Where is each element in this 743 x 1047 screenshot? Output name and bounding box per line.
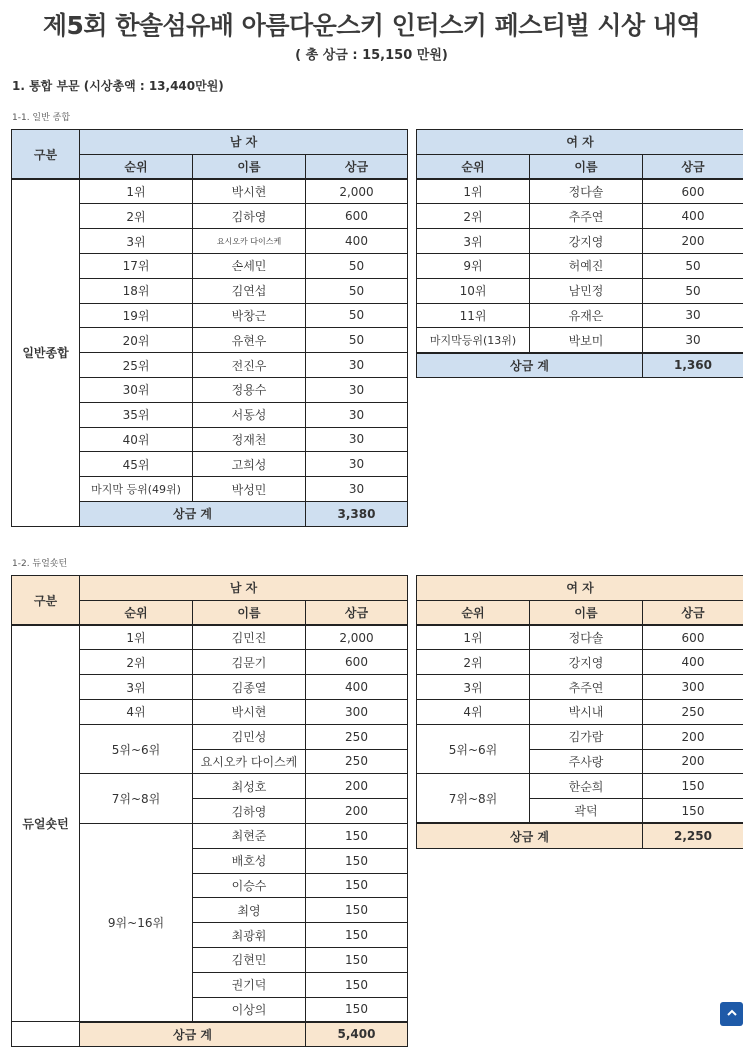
prize-cell: 200 [643,229,743,254]
table-row [417,675,743,700]
total-prize-subtitle: ( 총 상금 : 15,150 만원) [0,44,743,63]
prize-cell: 30 [306,377,408,402]
dual-men-table [11,575,408,1047]
total-value: 5,400 [306,1022,408,1047]
blank-cell [12,1022,80,1047]
dual-subtitle: 1-2. 듀얼숏턴 [12,556,67,569]
rank-cell: 7위~8위 [417,774,530,824]
women-header: 여 자 [417,576,743,601]
name-cell: 강지영 [530,229,643,254]
women-header: 여 자 [417,130,743,155]
prize-cell: 30 [306,402,408,427]
table-row [417,774,743,799]
prize-header: 상금 [643,600,743,625]
rank-cell: 3위 [80,675,193,700]
name-cell: 박시현 [193,179,306,204]
prize-cell: 150 [306,923,408,948]
name-cell: 유재은 [530,303,643,328]
name-cell: 요시오카 다이스케 [193,229,306,254]
rank-cell: 3위 [417,229,530,254]
table-row [417,229,743,254]
page-title: 제5회 한솔섬유배 아름다운스키 인터스키 페스티벌 시상 내역 [0,6,743,42]
table-row [417,303,743,328]
prize-cell: 150 [306,848,408,873]
prize-cell: 600 [643,179,743,204]
prize-cell: 200 [643,749,743,774]
rank-cell: 7위~8위 [80,774,193,824]
table-row [417,724,743,749]
rank-cell: 10위 [417,278,530,303]
total-label: 상금 계 [417,823,643,848]
name-cell: 박보미 [530,328,643,353]
total-value: 3,380 [306,501,408,526]
total-row [417,353,743,378]
table-row [417,625,743,650]
table-row [417,253,743,278]
name-cell: 김하영 [193,799,306,824]
table-row [12,179,408,204]
rank-cell: 17위 [80,253,193,278]
rank-cell: 2위 [417,650,530,675]
name-cell: 요시오카 다이스케 [193,749,306,774]
prize-cell: 600 [306,650,408,675]
rank-cell: 3위 [80,229,193,254]
prize-header: 상금 [643,154,743,179]
general-women-table [416,129,743,378]
prize-cell: 30 [306,477,408,502]
prize-cell: 150 [643,799,743,824]
category-header: 구분 [12,130,80,180]
rank-cell: 40위 [80,427,193,452]
prize-cell: 2,000 [306,179,408,204]
name-cell: 김하영 [193,204,306,229]
total-row [417,823,743,848]
prize-cell: 200 [306,774,408,799]
rank-cell: 5위~6위 [80,724,193,774]
name-cell: 박성민 [193,477,306,502]
rank-cell: 25위 [80,353,193,378]
name-cell: 박시현 [193,699,306,724]
rank-cell: 1위 [80,179,193,204]
rank-cell: 4위 [417,699,530,724]
prize-cell: 150 [306,997,408,1022]
category-label: 듀얼숏턴 [12,625,80,1022]
prize-cell: 150 [306,823,408,848]
prize-cell: 30 [643,328,743,353]
name-cell: 추주연 [530,204,643,229]
prize-cell: 30 [643,303,743,328]
name-cell: 정용수 [193,377,306,402]
rank-cell: 1위 [417,179,530,204]
rank-header: 순위 [417,600,530,625]
name-cell: 정다솔 [530,625,643,650]
table-row [417,328,743,353]
rank-cell: 9위~16위 [80,823,193,1021]
name-cell: 최현준 [193,823,306,848]
prize-cell: 150 [306,972,408,997]
rank-cell: 2위 [80,650,193,675]
prize-header: 상금 [306,600,408,625]
name-cell: 박시내 [530,699,643,724]
rank-cell: 20위 [80,328,193,353]
rank-cell: 9위 [417,253,530,278]
total-label: 상금 계 [80,501,306,526]
table-row [417,179,743,204]
prize-cell: 150 [643,774,743,799]
rank-cell: 30위 [80,377,193,402]
name-cell: 최광휘 [193,923,306,948]
name-cell: 손세민 [193,253,306,278]
prize-cell: 150 [306,947,408,972]
name-cell: 김문기 [193,650,306,675]
rank-cell: 11위 [417,303,530,328]
prize-cell: 400 [643,204,743,229]
name-cell: 주사랑 [530,749,643,774]
name-cell: 권기덕 [193,972,306,997]
name-cell: 배호성 [193,848,306,873]
rank-header: 순위 [80,154,193,179]
name-header: 이름 [530,154,643,179]
prize-cell: 600 [643,625,743,650]
prize-cell: 50 [306,253,408,278]
name-cell: 김민성 [193,724,306,749]
name-cell: 최성호 [193,774,306,799]
name-cell: 고희성 [193,452,306,477]
name-cell: 허예진 [530,253,643,278]
general-men-table [11,129,408,527]
prize-cell: 50 [306,303,408,328]
prize-cell: 200 [643,724,743,749]
rank-cell: 4위 [80,699,193,724]
rank-cell: 마지막 등위(49위) [80,477,193,502]
name-cell: 최영 [193,898,306,923]
rank-cell: 2위 [80,204,193,229]
name-header: 이름 [530,600,643,625]
chevron-up-icon [726,1007,738,1019]
name-cell: 김연섭 [193,278,306,303]
total-label: 상금 계 [80,1022,306,1047]
prize-cell: 50 [306,328,408,353]
total-label: 상금 계 [417,353,643,378]
table-row [417,204,743,229]
name-cell: 김종열 [193,675,306,700]
name-cell: 김민진 [193,625,306,650]
prize-cell: 50 [643,278,743,303]
name-cell: 이승수 [193,873,306,898]
prize-cell: 300 [643,675,743,700]
name-cell: 곽덕 [530,799,643,824]
prize-cell: 250 [643,699,743,724]
prize-cell: 250 [306,749,408,774]
prize-cell: 150 [306,873,408,898]
rank-cell: 45위 [80,452,193,477]
name-cell: 김가람 [530,724,643,749]
prize-cell: 30 [306,427,408,452]
total-value: 2,250 [643,823,743,848]
men-header: 남 자 [80,576,408,601]
table-row [12,625,408,650]
name-cell: 박창근 [193,303,306,328]
name-header: 이름 [193,154,306,179]
rank-cell: 마지막등위(13위) [417,328,530,353]
prize-cell: 200 [306,799,408,824]
rank-cell: 18위 [80,278,193,303]
rank-cell: 19위 [80,303,193,328]
table-row [417,278,743,303]
prize-header: 상금 [306,154,408,179]
prize-cell: 30 [306,452,408,477]
rank-cell: 3위 [417,675,530,700]
name-cell: 이상의 [193,997,306,1022]
name-cell: 서동성 [193,402,306,427]
name-cell: 강지영 [530,650,643,675]
rank-header: 순위 [417,154,530,179]
prize-cell: 600 [306,204,408,229]
prize-cell: 400 [306,229,408,254]
name-cell: 정재천 [193,427,306,452]
men-header: 남 자 [80,130,408,155]
name-cell: 정다솔 [530,179,643,204]
total-value: 1,360 [643,353,743,378]
name-cell: 유현우 [193,328,306,353]
rank-cell: 35위 [80,402,193,427]
name-cell: 김현민 [193,947,306,972]
name-cell: 남민정 [530,278,643,303]
scroll-top-button[interactable] [720,1002,743,1026]
name-cell: 한순희 [530,774,643,799]
prize-cell: 250 [306,724,408,749]
rank-cell: 2위 [417,204,530,229]
section-title: 1. 통합 부문 (시상총액 : 13,440만원) [12,77,224,94]
name-header: 이름 [193,600,306,625]
name-cell: 전진우 [193,353,306,378]
table-row [417,699,743,724]
table-row [417,650,743,675]
rank-cell: 1위 [80,625,193,650]
prize-cell: 300 [306,699,408,724]
dual-women-table [416,575,743,849]
rank-cell: 1위 [417,625,530,650]
prize-cell: 50 [306,278,408,303]
rank-cell: 5위~6위 [417,724,530,774]
prize-cell: 2,000 [306,625,408,650]
rank-header: 순위 [80,600,193,625]
prize-cell: 400 [643,650,743,675]
prize-cell: 50 [643,253,743,278]
prize-cell: 30 [306,353,408,378]
general-subtitle: 1-1. 일반 종합 [12,110,70,123]
name-cell: 추주연 [530,675,643,700]
prize-cell: 400 [306,675,408,700]
prize-cell: 150 [306,898,408,923]
category-header: 구분 [12,576,80,626]
category-label: 일반종합 [12,179,80,526]
total-row [12,1022,408,1047]
